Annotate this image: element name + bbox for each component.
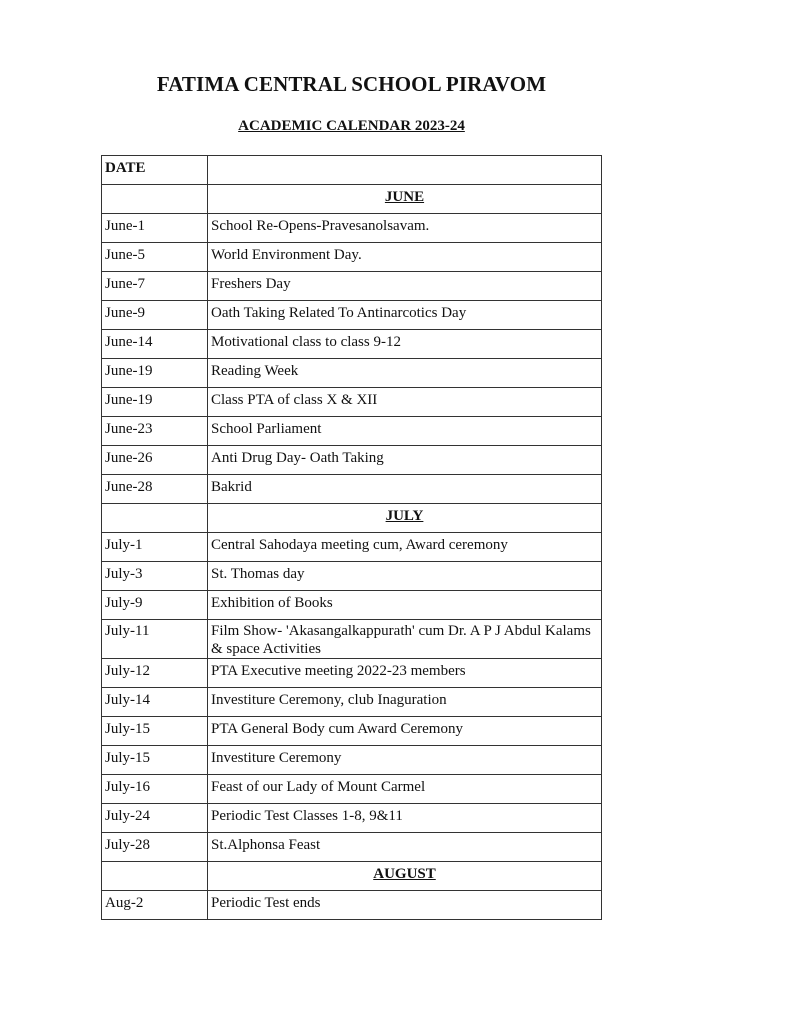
table-row [102, 591, 602, 620]
event-description: Exhibition of Books [208, 591, 602, 620]
event-description: Investiture Ceremony [208, 746, 602, 775]
event-description: Freshers Day [208, 272, 602, 301]
event-description: School Re-Opens-Pravesanolsavam. [208, 214, 602, 243]
table-row [102, 417, 602, 446]
month-header-date-cell [102, 504, 208, 533]
academic-calendar-table [101, 155, 602, 920]
event-date: July-15 [102, 717, 208, 746]
event-date: June-28 [102, 475, 208, 504]
event-date: July-24 [102, 804, 208, 833]
month-header-row [102, 185, 602, 214]
table-row [102, 301, 602, 330]
table-row [102, 659, 602, 688]
event-description: Bakrid [208, 475, 602, 504]
table-row [102, 891, 602, 920]
month-header-date-cell [102, 862, 208, 891]
event-date: July-1 [102, 533, 208, 562]
table-row [102, 214, 602, 243]
month-header-row [102, 504, 602, 533]
table-row [102, 833, 602, 862]
table-row [102, 330, 602, 359]
event-description: Periodic Test ends [208, 891, 602, 920]
table-row [102, 272, 602, 301]
event-date: Aug-2 [102, 891, 208, 920]
event-date: July-14 [102, 688, 208, 717]
event-date: June-23 [102, 417, 208, 446]
table-row [102, 562, 602, 591]
month-header-date-cell [102, 185, 208, 214]
event-description: Feast of our Lady of Mount Carmel [208, 775, 602, 804]
event-date: July-12 [102, 659, 208, 688]
table-row [102, 746, 602, 775]
event-date: June-14 [102, 330, 208, 359]
event-description: PTA General Body cum Award Ceremony [208, 717, 602, 746]
event-date: July-3 [102, 562, 208, 591]
table-row [102, 620, 602, 659]
event-description: Periodic Test Classes 1-8, 9&11 [208, 804, 602, 833]
event-date: July-28 [102, 833, 208, 862]
event-description: Motivational class to class 9-12 [208, 330, 602, 359]
event-date: June-9 [102, 301, 208, 330]
event-description: Film Show- 'Akasangalkappurath' cum Dr. A P J Abdul Kalams & space Activities [208, 620, 602, 659]
event-date: June-19 [102, 388, 208, 417]
event-date: July-16 [102, 775, 208, 804]
table-row [102, 533, 602, 562]
event-description: Class PTA of class X & XII [208, 388, 602, 417]
month-header-row [102, 862, 602, 891]
event-description: Anti Drug Day- Oath Taking [208, 446, 602, 475]
event-description: St. Thomas day [208, 562, 602, 591]
event-description: School Parliament [208, 417, 602, 446]
event-column-header [208, 156, 602, 185]
event-description: Oath Taking Related To Antinarcotics Day [208, 301, 602, 330]
event-description: PTA Executive meeting 2022-23 members [208, 659, 602, 688]
date-column-header: DATE [102, 156, 208, 185]
event-date: June-7 [102, 272, 208, 301]
table-row [102, 359, 602, 388]
month-header-june: JUNE [208, 185, 602, 214]
table-row [102, 688, 602, 717]
event-description: St.Alphonsa Feast [208, 833, 602, 862]
table-row [102, 243, 602, 272]
event-date: July-9 [102, 591, 208, 620]
calendar-title: ACADEMIC CALENDAR 2023-24 [238, 118, 465, 134]
event-date: June-26 [102, 446, 208, 475]
event-date: June-5 [102, 243, 208, 272]
event-description: Investiture Ceremony, club Inaguration [208, 688, 602, 717]
event-date: July-15 [102, 746, 208, 775]
event-date: July-11 [102, 620, 208, 659]
table-header-row [102, 156, 602, 185]
event-date: June-19 [102, 359, 208, 388]
month-header-july: JULY [208, 504, 602, 533]
month-header-august: AUGUST [208, 862, 602, 891]
table-row [102, 717, 602, 746]
table-row [102, 446, 602, 475]
school-name: FATIMA CENTRAL SCHOOL PIRAVOM [156, 72, 547, 96]
table-row [102, 475, 602, 504]
event-description: World Environment Day. [208, 243, 602, 272]
event-description: Reading Week [208, 359, 602, 388]
table-row [102, 775, 602, 804]
event-description: Central Sahodaya meeting cum, Award ceremony [208, 533, 602, 562]
event-date: June-1 [102, 214, 208, 243]
table-row [102, 388, 602, 417]
table-row [102, 804, 602, 833]
